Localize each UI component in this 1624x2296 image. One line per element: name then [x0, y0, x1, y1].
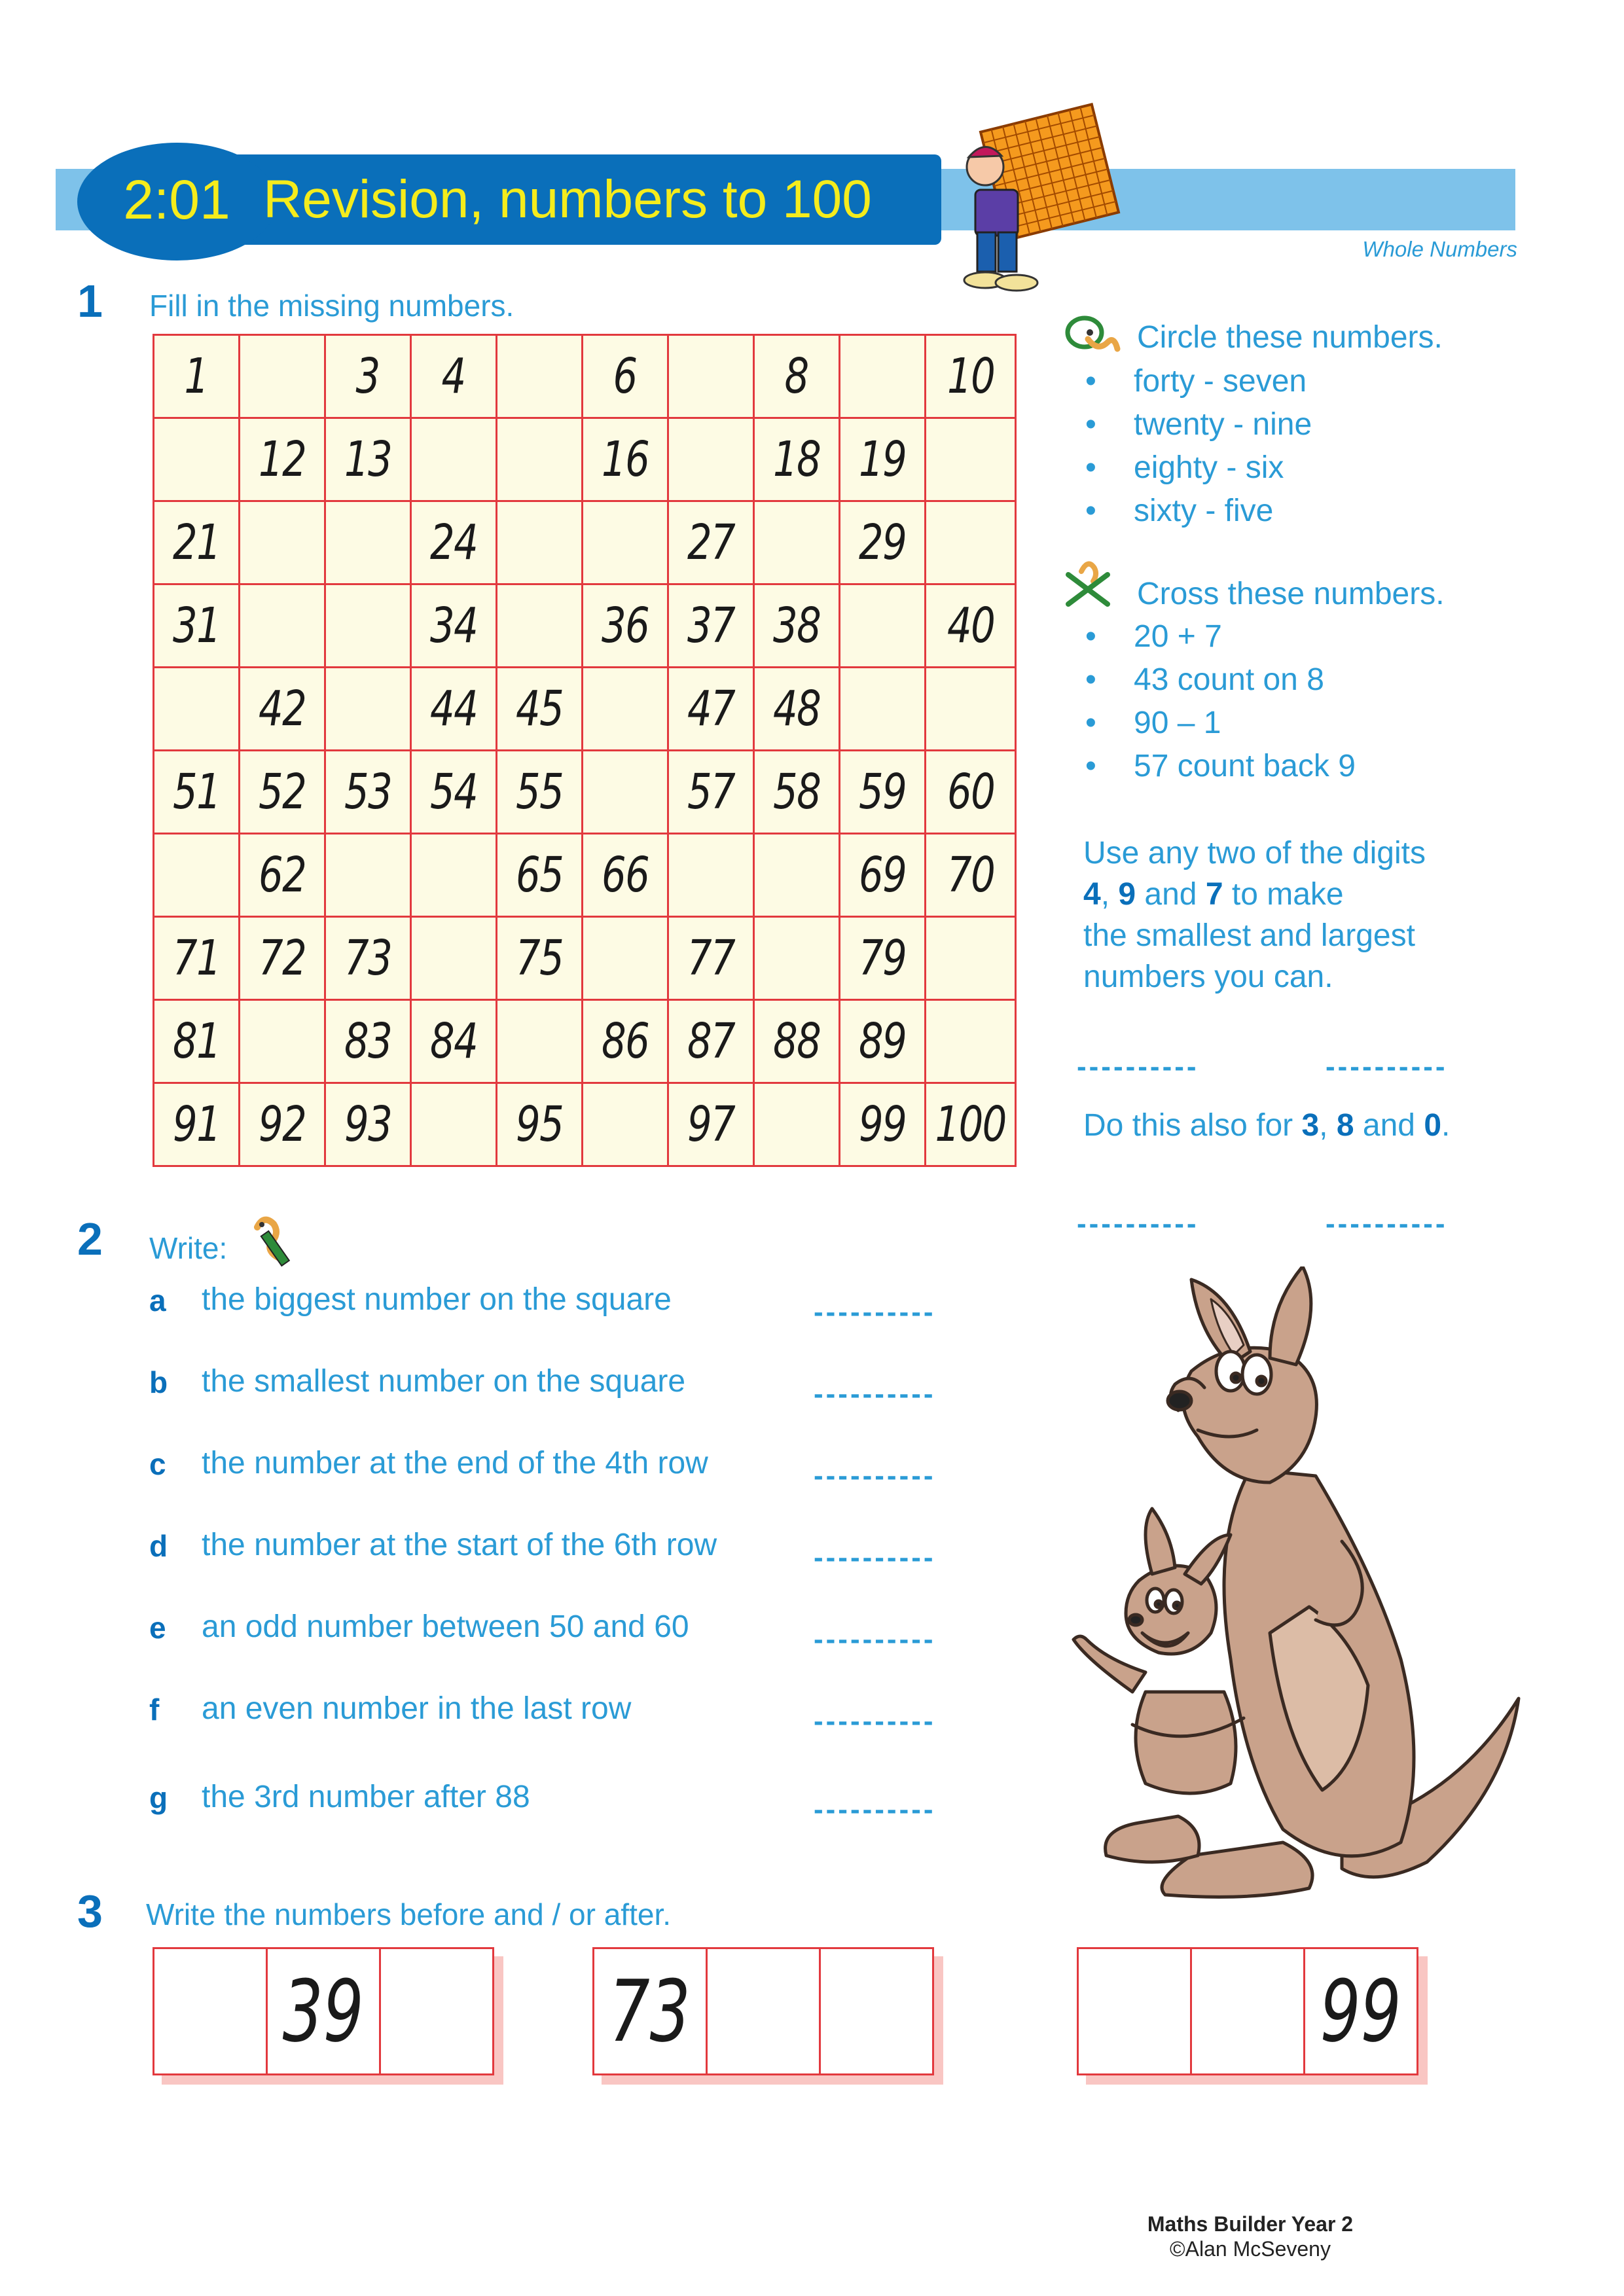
- grid-cell-blank[interactable]: [154, 834, 240, 917]
- grid-row: [154, 418, 1016, 501]
- digits-task: [1083, 833, 1426, 997]
- grid-cell: [668, 751, 754, 834]
- grid-cell: [240, 751, 325, 834]
- grid-cell: [926, 335, 1016, 418]
- grid-row: [154, 751, 1016, 834]
- grid-cell: [668, 501, 754, 584]
- grid-cell-number: 54: [429, 764, 478, 820]
- row-letter: g: [149, 1781, 168, 1815]
- grid-cell-blank[interactable]: [325, 668, 411, 751]
- grid-cell-number: 93: [344, 1096, 392, 1153]
- grid-cell-number: 38: [772, 598, 821, 654]
- grid-cell-blank[interactable]: [754, 834, 840, 917]
- grid-cell: [840, 1083, 926, 1166]
- question-2-row: [149, 1283, 1000, 1335]
- grid-cell-number: 24: [429, 514, 478, 571]
- grid-cell-number: 97: [687, 1096, 735, 1153]
- row-letter: b: [149, 1365, 168, 1399]
- grid-cell: [583, 418, 668, 501]
- row-letter: f: [149, 1693, 160, 1727]
- row-text: the number at the end of the 4th row: [202, 1446, 708, 1480]
- grid-cell: [754, 584, 840, 668]
- grid-cell-blank[interactable]: [926, 1000, 1016, 1083]
- hundreds-grid: [153, 334, 1017, 1167]
- grid-cell: [840, 1000, 926, 1083]
- grid-cell-number: 51: [172, 764, 221, 820]
- grid-cell: [840, 501, 926, 584]
- grid-cell-number: 66: [601, 847, 649, 903]
- grid-cell-blank[interactable]: [411, 917, 497, 1000]
- grid-cell-number: 69: [858, 847, 907, 903]
- grid-cell: [325, 917, 411, 1000]
- grid-cell-blank[interactable]: [754, 501, 840, 584]
- grid-cell: [840, 418, 926, 501]
- list-item: • sixty - five: [1085, 493, 1274, 528]
- grid-cell: [840, 917, 926, 1000]
- grid-cell-number: 27: [687, 514, 735, 571]
- footer-book-title: Maths Builder Year 2: [1147, 2212, 1354, 2236]
- grid-cell-blank[interactable]: [154, 668, 240, 751]
- grid-cell-blank[interactable]: [926, 917, 1016, 1000]
- grid-cell-number: 44: [429, 681, 478, 737]
- grid-row: [154, 668, 1016, 751]
- circle-heading: Circle these numbers.: [1137, 320, 1443, 355]
- question-2-instruction: Write:: [149, 1231, 228, 1265]
- grid-cell: [154, 751, 240, 834]
- grid-cell: [668, 917, 754, 1000]
- question-2-row: [149, 1610, 1000, 1662]
- grid-cell-number: 18: [772, 431, 821, 488]
- answer-box-after[interactable]: [708, 1949, 821, 2073]
- grid-cell-number: 88: [772, 1013, 821, 1069]
- digits-line-1: Use any two of the digits: [1083, 836, 1426, 870]
- pencil-worm-icon: [247, 1214, 306, 1276]
- question-2-number: 2: [77, 1213, 103, 1265]
- answer-blank[interactable]: ----------: [814, 1460, 936, 1492]
- circle-worm-icon: [1062, 313, 1121, 359]
- grid-cell-blank[interactable]: [325, 834, 411, 917]
- grid-cell: [583, 335, 668, 418]
- cross-list: [1080, 615, 1356, 788]
- grid-cell-number: 95: [515, 1096, 564, 1153]
- row-text: an even number in the last row: [202, 1691, 632, 1726]
- answer-blank[interactable]: ----------: [814, 1296, 936, 1328]
- grid-cell: [411, 1000, 497, 1083]
- kangaroo-illustration: [1034, 1266, 1532, 1914]
- list-item: • 90 – 1: [1085, 706, 1221, 740]
- grid-cell: [583, 584, 668, 668]
- grid-cell-number: 42: [258, 681, 306, 737]
- grid-cell-number: 36: [601, 598, 649, 654]
- grid-cell-number: 58: [772, 764, 821, 820]
- grid-cell: [497, 1083, 583, 1166]
- grid-cell-blank[interactable]: [583, 1083, 668, 1166]
- grid-cell: [325, 335, 411, 418]
- grid-cell: [668, 1000, 754, 1083]
- grid-cell: [240, 834, 325, 917]
- grid-cell-number: 47: [687, 681, 735, 737]
- grid-cell: [154, 584, 240, 668]
- grid-cell: [926, 834, 1016, 917]
- question-2-row: [149, 1692, 1000, 1744]
- grid-cell-number: 52: [258, 764, 306, 820]
- grid-cell-blank[interactable]: [497, 584, 583, 668]
- answer-blank[interactable]: ----------: [814, 1623, 936, 1655]
- grid-cell-number: 8: [784, 348, 809, 404]
- grid-cell-number: 48: [772, 681, 821, 737]
- grid-cell: [411, 668, 497, 751]
- grid-cell-number: 10: [947, 348, 994, 404]
- grid-cell: [754, 1000, 840, 1083]
- grid-cell: [583, 1000, 668, 1083]
- grid-cell-blank[interactable]: [411, 418, 497, 501]
- grid-cell: [926, 751, 1016, 834]
- answer-box-before-2[interactable]: [1079, 1949, 1192, 2073]
- grid-cell: [154, 501, 240, 584]
- grid-cell-blank[interactable]: [411, 834, 497, 917]
- digits-line-3: the smallest and largest: [1083, 918, 1415, 953]
- grid-cell-blank[interactable]: [926, 418, 1016, 501]
- grid-cell-number: 91: [172, 1096, 221, 1153]
- grid-cell: [411, 584, 497, 668]
- digits-also-line: Do this also for 3, 8 and 0.: [1083, 1108, 1451, 1143]
- grid-cell-number: 12: [258, 431, 306, 488]
- grid-cell-blank[interactable]: [411, 1083, 497, 1166]
- grid-cell: [754, 668, 840, 751]
- row-letter: a: [149, 1283, 166, 1318]
- grid-cell-number: 62: [258, 847, 306, 903]
- grid-cell-blank[interactable]: [497, 335, 583, 418]
- grid-cell-blank[interactable]: [240, 584, 325, 668]
- grid-cell-blank[interactable]: [840, 668, 926, 751]
- page-title: Revision, numbers to 100: [263, 170, 872, 229]
- grid-cell: [411, 501, 497, 584]
- lesson-code: 2:01: [123, 169, 230, 230]
- question-1-instruction: Fill in the missing numbers.: [149, 289, 514, 323]
- row-letter: c: [149, 1447, 166, 1481]
- grid-cell-number: 19: [858, 431, 907, 488]
- box-row: [153, 1947, 494, 2075]
- grid-cell: [411, 335, 497, 418]
- grid-cell-number: 57: [687, 764, 735, 820]
- grid-cell-number: 89: [858, 1013, 907, 1069]
- circle-list: [1080, 360, 1312, 533]
- row-text: the biggest number on the square: [202, 1282, 672, 1317]
- grid-cell: [668, 584, 754, 668]
- grid-cell-number: 37: [687, 598, 735, 654]
- grid-cell: [497, 668, 583, 751]
- row-letter: e: [149, 1611, 166, 1645]
- digits-line-4: numbers you can.: [1083, 960, 1333, 994]
- grid-cell-number: 4: [441, 348, 466, 404]
- grid-cell-blank[interactable]: [325, 584, 411, 668]
- grid-cell-blank[interactable]: [325, 501, 411, 584]
- grid-cell-blank[interactable]: [583, 501, 668, 584]
- grid-row: [154, 584, 1016, 668]
- grid-cell-number: 29: [858, 514, 907, 571]
- question-1-number: 1: [77, 276, 103, 327]
- grid-cell-number: 77: [687, 930, 735, 986]
- answer-blank-largest[interactable]: ----------: [1326, 1050, 1448, 1083]
- grid-cell-blank[interactable]: [497, 418, 583, 501]
- answer-blank[interactable]: ----------: [814, 1541, 936, 1573]
- grid-cell-number: 59: [858, 764, 907, 820]
- grid-cell-blank[interactable]: [840, 335, 926, 418]
- grid-cell-number: 31: [172, 598, 221, 654]
- given-number-box: 73: [594, 1949, 708, 2073]
- grid-cell: [154, 1083, 240, 1166]
- question-2-row: [149, 1365, 1000, 1417]
- question-2-row: [149, 1780, 1000, 1833]
- grid-cell-blank[interactable]: [668, 335, 754, 418]
- grid-cell-number: 92: [258, 1096, 306, 1153]
- grid-cell: [668, 668, 754, 751]
- boy-carrying-block-illustration: [946, 98, 1129, 301]
- box-row: [592, 1947, 934, 2075]
- grid-cell: [754, 335, 840, 418]
- grid-cell: [240, 418, 325, 501]
- answer-box-before[interactable]: [1192, 1949, 1305, 2073]
- grid-cell: [240, 917, 325, 1000]
- grid-cell-blank[interactable]: [840, 584, 926, 668]
- grid-row: [154, 917, 1016, 1000]
- grid-cell-number: 1: [184, 348, 209, 404]
- grid-cell-number: 16: [601, 431, 649, 488]
- grid-cell: [240, 1083, 325, 1166]
- grid-cell-number: 40: [947, 598, 994, 654]
- grid-cell-number: 100: [935, 1096, 1006, 1153]
- grid-cell-number: 79: [858, 930, 907, 986]
- grid-cell-blank[interactable]: [754, 1083, 840, 1166]
- row-letter: d: [149, 1529, 168, 1563]
- footer-copyright: ©Alan McSeveny: [1170, 2237, 1331, 2261]
- row-text: an odd number between 50 and 60: [202, 1609, 689, 1644]
- row-text: the smallest number on the square: [202, 1364, 686, 1399]
- grid-cell-number: 6: [613, 348, 638, 404]
- answer-blank[interactable]: ----------: [814, 1378, 936, 1410]
- grid-cell: [411, 751, 497, 834]
- grid-cell: [325, 751, 411, 834]
- grid-cell: [926, 584, 1016, 668]
- cross-heading: Cross these numbers.: [1137, 577, 1445, 611]
- grid-row: [154, 834, 1016, 917]
- answer-blank[interactable]: ----------: [814, 1793, 936, 1825]
- answer-box-after-2[interactable]: [821, 1949, 932, 2073]
- given-number-box: 99: [1320, 1962, 1402, 2061]
- grid-cell-number: 81: [172, 1013, 221, 1069]
- grid-cell: [668, 1083, 754, 1166]
- grid-cell-number: 73: [344, 930, 392, 986]
- grid-row: [154, 335, 1016, 418]
- grid-cell: [240, 668, 325, 751]
- question-2-row: [149, 1528, 1000, 1581]
- list-item: • forty - seven: [1085, 364, 1307, 399]
- cross-worm-icon: [1062, 555, 1127, 607]
- grid-row: [154, 1083, 1016, 1166]
- grid-cell-blank[interactable]: [926, 668, 1016, 751]
- grid-cell: [154, 917, 240, 1000]
- strand-label: Whole Numbers: [1362, 237, 1517, 261]
- box-row: [1077, 1947, 1418, 2075]
- grid-cell-blank[interactable]: [240, 501, 325, 584]
- list-item: • 20 + 7: [1085, 619, 1222, 654]
- grid-cell-number: 3: [355, 348, 380, 404]
- grid-cell-blank[interactable]: [497, 501, 583, 584]
- grid-cell: [840, 834, 926, 917]
- grid-cell-blank[interactable]: [583, 668, 668, 751]
- given-number-box: 39: [268, 1949, 381, 2073]
- grid-cell: [154, 1000, 240, 1083]
- grid-cell-number: 72: [258, 930, 306, 986]
- grid-cell-blank[interactable]: [668, 418, 754, 501]
- answer-blank-smallest[interactable]: ----------: [1077, 1050, 1199, 1083]
- grid-cell-number: 53: [344, 764, 392, 820]
- grid-cell-number: 70: [947, 847, 994, 903]
- list-item: • 43 count on 8: [1085, 662, 1324, 697]
- grid-cell-blank[interactable]: [497, 1000, 583, 1083]
- grid-cell-number: 65: [515, 847, 564, 903]
- grid-cell: [754, 418, 840, 501]
- grid-cell: [325, 418, 411, 501]
- grid-row: [154, 1000, 1016, 1083]
- grid-cell: [497, 751, 583, 834]
- grid-cell-blank[interactable]: [754, 917, 840, 1000]
- answer-blank-smallest-2[interactable]: ----------: [1077, 1208, 1199, 1240]
- answer-blank-largest-2[interactable]: ----------: [1326, 1208, 1448, 1240]
- grid-cell-blank[interactable]: [668, 834, 754, 917]
- grid-cell: [154, 335, 240, 418]
- grid-cell-number: 84: [429, 1013, 478, 1069]
- question-3-instruction: Write the numbers before and / or after.: [146, 1897, 672, 1931]
- grid-cell: [497, 917, 583, 1000]
- grid-cell-number: 45: [515, 681, 564, 737]
- answer-blank[interactable]: ----------: [814, 1705, 936, 1737]
- grid-cell-number: 60: [947, 764, 994, 820]
- grid-cell: [325, 1083, 411, 1166]
- list-item: • eighty - six: [1085, 450, 1284, 485]
- grid-cell-number: 34: [429, 598, 478, 654]
- row-text: the 3rd number after 88: [202, 1780, 530, 1814]
- question-3-number: 3: [77, 1886, 103, 1937]
- list-item: • 57 count back 9: [1085, 749, 1356, 783]
- answer-box-after[interactable]: [381, 1949, 492, 2073]
- grid-cell: [583, 834, 668, 917]
- row-text: the number at the start of the 6th row: [202, 1528, 717, 1562]
- grid-cell-blank[interactable]: [583, 751, 668, 834]
- question-2-row: [149, 1446, 1000, 1499]
- grid-cell-blank[interactable]: [154, 418, 240, 501]
- grid-cell-number: 83: [344, 1013, 392, 1069]
- grid-cell-number: 55: [515, 764, 564, 820]
- grid-cell: [926, 1083, 1016, 1166]
- grid-cell: [754, 751, 840, 834]
- list-item: • twenty - nine: [1085, 407, 1312, 442]
- grid-row: [154, 501, 1016, 584]
- grid-cell-number: 21: [172, 514, 221, 571]
- grid-cell-number: 87: [687, 1013, 735, 1069]
- grid-cell-number: 71: [172, 930, 221, 986]
- grid-cell: [325, 1000, 411, 1083]
- grid-cell-blank[interactable]: [583, 917, 668, 1000]
- grid-cell: [840, 751, 926, 834]
- grid-cell-blank[interactable]: [926, 501, 1016, 584]
- grid-cell-number: 86: [601, 1013, 649, 1069]
- grid-cell-blank[interactable]: [240, 335, 325, 418]
- grid-cell-number: 75: [515, 930, 564, 986]
- grid-cell-blank[interactable]: [240, 1000, 325, 1083]
- answer-box-before[interactable]: [154, 1949, 268, 2073]
- grid-cell-number: 13: [344, 431, 392, 488]
- grid-cell: [497, 834, 583, 917]
- grid-cell-number: 99: [858, 1096, 907, 1153]
- digits-line-2: 4, 9 and 7 to make: [1083, 877, 1344, 912]
